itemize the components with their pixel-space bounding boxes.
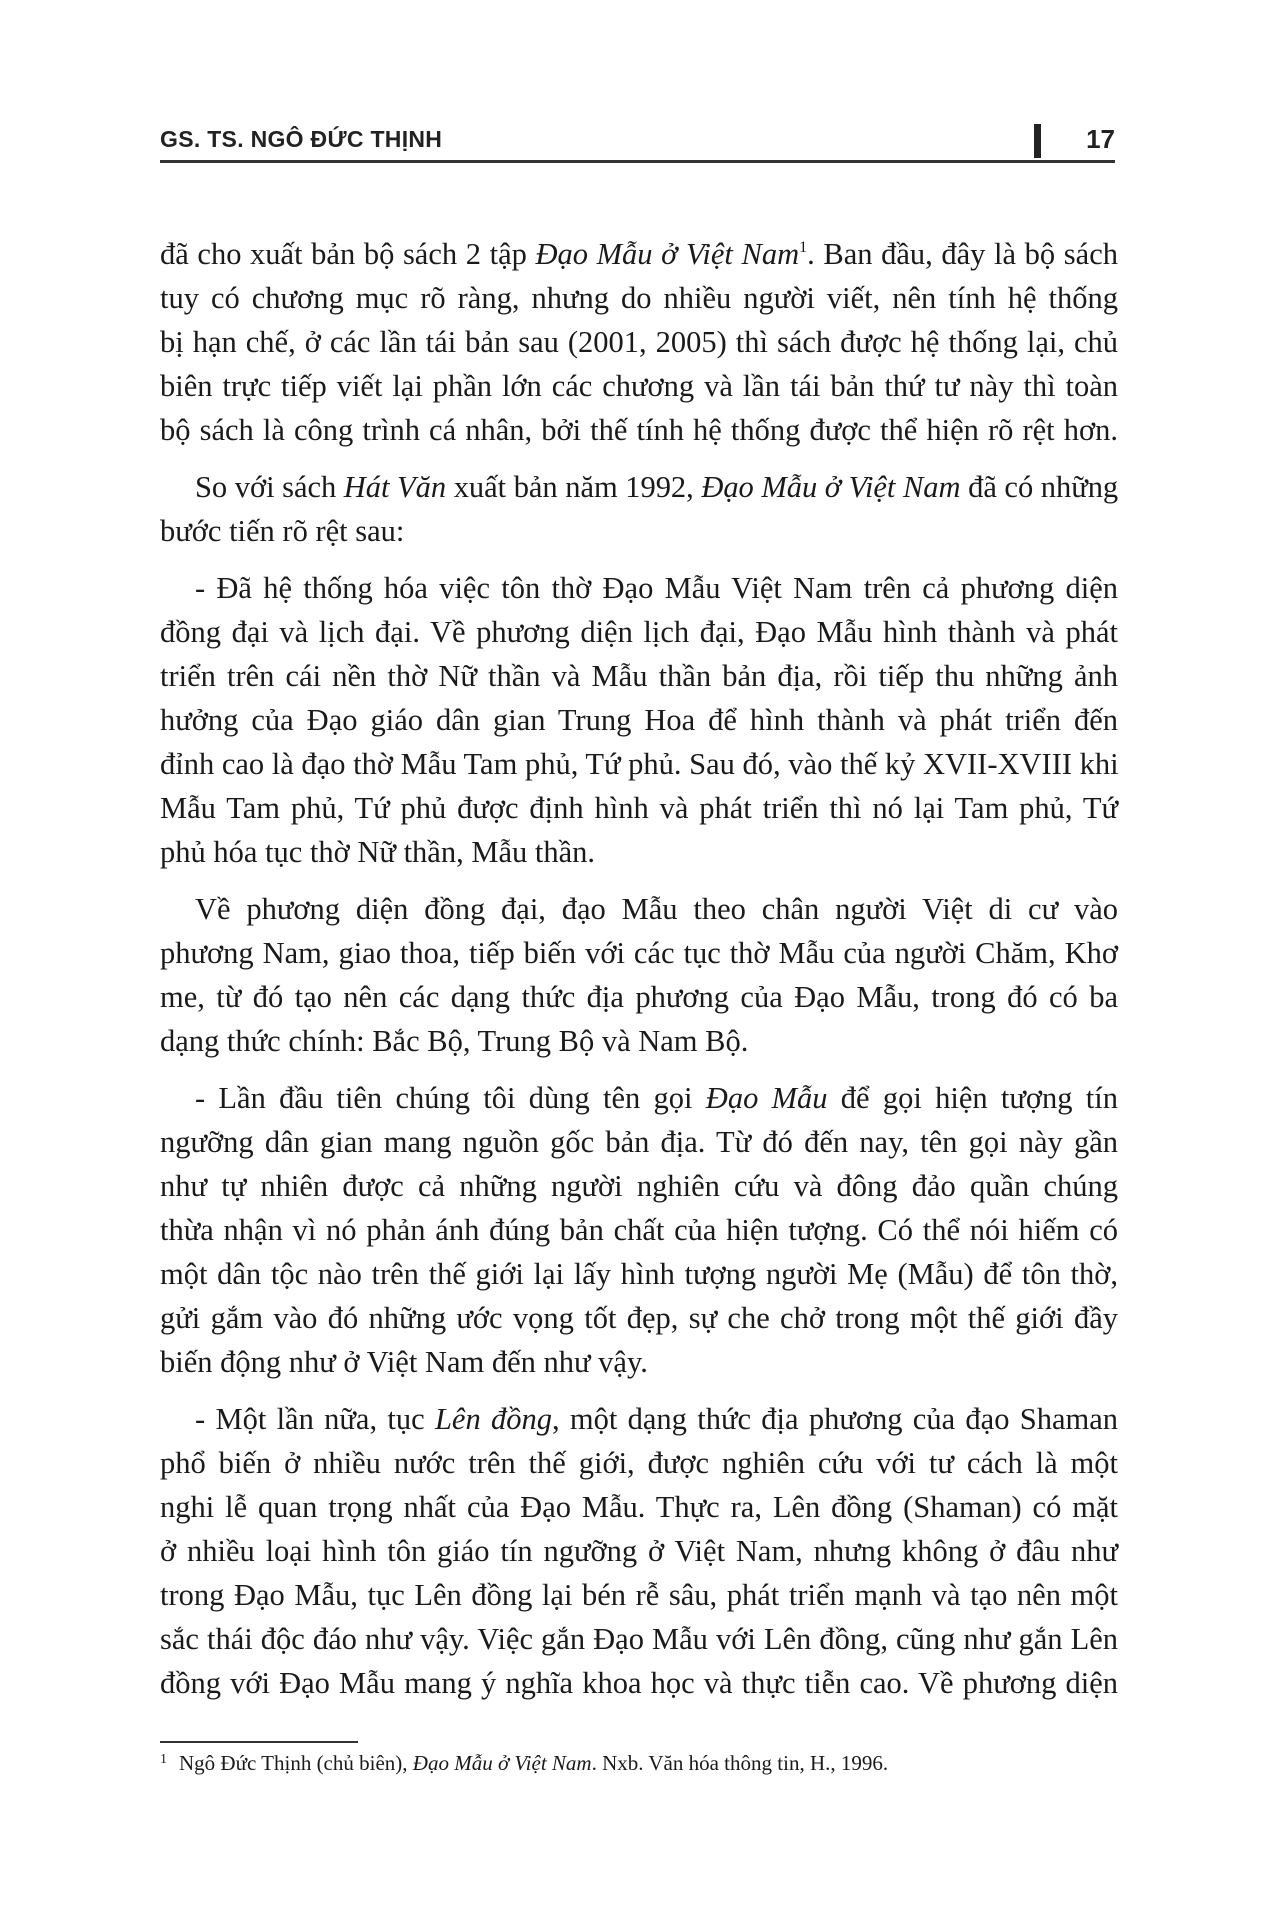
text-line: biến động như ở Việt Nam đến như vậy. <box>160 1345 648 1379</box>
text-line: dạng thức chính: Bắc Bộ, Trung Bộ và Nam Bộ. <box>160 1024 749 1058</box>
header-author: GS. TS. NGÔ ĐỨC THỊNH <box>160 126 443 152</box>
text-line: bị hạn chế, ở các lần tái bản sau (2001, 2005) thì sách được hệ thống lại, chủ <box>160 325 1118 359</box>
text-run: - Lần đầu tiên chúng tôi dùng tên gọi <box>195 1081 706 1115</box>
text-run: đã có những <box>960 470 1119 504</box>
text-line <box>160 1397 1118 1441</box>
text-line: phổ biến ở nhiều nước trên thế giới, được nghiên cứu với tư cách là một <box>160 1446 1118 1480</box>
text-line: đỉnh cao là đạo thờ Mẫu Tam phủ, Tứ phủ. Sau đó, vào thế kỷ XVII-XVIII khi <box>160 747 1119 781</box>
text-line: bước tiến rõ rệt sau: <box>160 514 405 548</box>
paragraph <box>160 887 1118 1063</box>
footnote-title: Đạo Mẫu ở Việt Nam <box>412 1751 592 1775</box>
italic-title: Đạo Mẫu ở Việt Nam <box>535 237 800 271</box>
paragraph <box>160 1076 1118 1384</box>
footnote-marker: 1 <box>160 1752 167 1767</box>
footnote-text: Ngô Đức Thịnh (chủ biên), <box>179 1751 413 1775</box>
text-run: xuất bản năm 1992, <box>446 470 702 504</box>
page-number: 17 <box>1086 124 1115 154</box>
text-line: sắc thái độc đáo như vậy. Việc gắn Đạo Mẫu với Lên đồng, cũng như gắn Lên <box>160 1622 1118 1656</box>
text-line: me, từ đó tạo nên các dạng thức địa phương của Đạo Mẫu, trong đó có ba <box>160 980 1118 1014</box>
body-text <box>160 232 1118 1705</box>
paragraph <box>160 566 1118 874</box>
running-header <box>160 122 1115 164</box>
text-line: Mẫu Tam phủ, Tứ phủ được định hình và phát triển thì nó lại Tam phủ, Tứ <box>160 791 1118 825</box>
footnote-text: . Nxb. Văn hóa thông tin, H., 1996. <box>591 1751 889 1775</box>
italic-term: Đạo Mẫu <box>705 1081 828 1115</box>
text-line: - Đã hệ thống hóa việc tôn thờ Đạo Mẫu Việt Nam trên cả phương diện <box>195 571 1118 605</box>
text-line: như tự nhiên được cả những người nghiên cứu và đông đảo quần chúng <box>160 1169 1118 1203</box>
text-run: - Một lần nữa, tục <box>195 1402 435 1436</box>
text-line: tuy có chương mục rõ ràng, nhưng do nhiều người viết, nên tính hệ thống <box>160 281 1118 315</box>
text-line: hưởng của Đạo giáo dân gian Trung Hoa để hình thành và phát triển đến <box>160 703 1118 737</box>
text-line: phương Nam, giao thoa, tiếp biến với các tục thờ Mẫu của người Chăm, Khơ <box>160 936 1118 970</box>
text-line: triển trên cái nền thờ Nữ thần và Mẫu thần bản địa, rồi tiếp thu những ảnh <box>160 659 1118 693</box>
text-line: biên trực tiếp viết lại phần lớn các chương và lần tái bản thứ tư này thì toàn <box>160 369 1118 403</box>
text-line: một dân tộc nào trên thế giới lại lấy hình tượng người Mẹ (Mẫu) để tôn thờ, <box>160 1257 1118 1291</box>
text-line: trong Đạo Mẫu, tục Lên đồng lại bén rễ sâu, phát triển mạnh và tạo nên một <box>160 1578 1118 1612</box>
text-line <box>160 465 1118 509</box>
italic-title: Hát Văn <box>343 470 447 504</box>
paragraph <box>160 1397 1118 1705</box>
text-line: thừa nhận vì nó phản ánh đúng bản chất của hiện tượng. Có thể nói hiếm có <box>160 1213 1118 1247</box>
text-line: bộ sách là công trình cá nhân, bởi thế tính hệ thống được thể hiện rõ rệt hơn. <box>160 413 1118 447</box>
text-line: gửi gắm vào đó những ước vọng tốt đẹp, sự che chở trong một thế giới đầy <box>160 1301 1118 1335</box>
footnote-ref: 1 <box>799 239 808 256</box>
header-rule <box>160 160 1115 163</box>
paragraph <box>160 232 1118 452</box>
text-run: So với sách <box>195 470 344 504</box>
header-separator <box>1034 124 1041 158</box>
text-line <box>160 232 1118 276</box>
text-line <box>160 1076 1118 1120</box>
footnote-rule <box>160 1741 358 1743</box>
text-line: đồng đại và lịch đại. Về phương diện lịch đại, Đạo Mẫu hình thành và phát <box>160 615 1118 649</box>
italic-title: Đạo Mẫu ở Việt Nam <box>701 470 961 504</box>
text-line: ngưỡng dân gian mang nguồn gốc bản địa. Từ đó đến nay, tên gọi này gần <box>160 1125 1118 1159</box>
text-run: , một dạng thức địa phương của đạo Shaman <box>551 1402 1119 1436</box>
text-line: đồng với Đạo Mẫu mang ý nghĩa khoa học và thực tiễn cao. Về phương diện <box>160 1666 1118 1700</box>
text-run: để gọi hiện tượng tín <box>827 1081 1118 1115</box>
paragraph <box>160 465 1118 553</box>
text-line: ở nhiều loại hình tôn giáo tín ngưỡng ở Việt Nam, nhưng không ở đâu như <box>160 1534 1118 1568</box>
italic-term: Lên đồng <box>434 1402 552 1436</box>
footnote <box>160 1748 888 1778</box>
text-run: . Ban đầu, đây là bộ sách <box>807 237 1118 271</box>
text-line: nghi lễ quan trọng nhất của Đạo Mẫu. Thực ra, Lên đồng (Shaman) có mặt <box>160 1490 1118 1524</box>
text-line: Về phương diện đồng đại, đạo Mẫu theo chân người Việt di cư vào <box>195 892 1118 926</box>
text-run: đã cho xuất bản bộ sách 2 tập <box>160 237 536 271</box>
text-line: phủ hóa tục thờ Nữ thần, Mẫu thần. <box>160 835 596 869</box>
